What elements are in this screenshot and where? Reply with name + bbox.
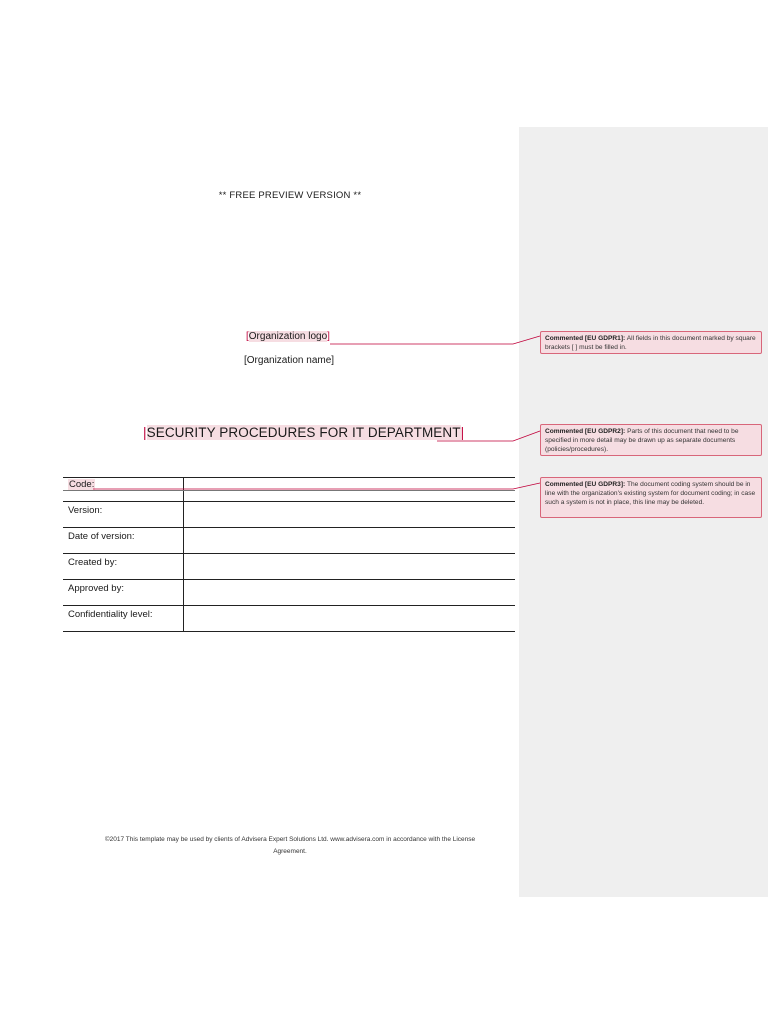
comment-balloon-3[interactable] xyxy=(540,477,762,518)
comment-author: Commented [EU GDPR1]: xyxy=(545,335,626,342)
bracket-close: ] xyxy=(327,331,330,342)
footer-line-2: Agreement. xyxy=(273,848,307,855)
row-label: Created by: xyxy=(63,554,183,580)
code-label-cell xyxy=(63,478,183,491)
bracket-open: [ xyxy=(246,331,249,342)
preview-notice: ** FREE PREVIEW VERSION ** xyxy=(218,190,362,201)
row-value[interactable] xyxy=(183,580,515,606)
code-value-cell[interactable] xyxy=(183,478,515,491)
code-extra-value-cell[interactable] xyxy=(183,491,515,502)
table-row xyxy=(63,502,515,528)
comment-author: Commented [EU GDPR3]: xyxy=(545,481,626,488)
table-row-code-extra xyxy=(63,491,515,502)
organization-logo-placeholder[interactable] xyxy=(246,331,330,342)
row-label: Approved by: xyxy=(63,580,183,606)
comment-text: Parts of this document that need to be specified in more detail may be drawn up as separate documents (policies/procedures). xyxy=(545,428,739,453)
row-value[interactable] xyxy=(183,528,515,554)
row-label: Date of version: xyxy=(63,528,183,554)
comment-balloon-2[interactable] xyxy=(540,424,762,456)
row-value[interactable] xyxy=(183,502,515,528)
comment-text: The document coding system should be in line with the organization's existing system for document coding; in case such a system is not in place, this line may be deleted. xyxy=(545,481,756,506)
table-row-code xyxy=(63,478,515,491)
row-label: Version: xyxy=(63,502,183,528)
title-bracket-open: | xyxy=(143,425,147,440)
table-row xyxy=(63,580,515,606)
organization-logo-label: Organization logo xyxy=(248,331,328,342)
license-footer xyxy=(80,834,500,858)
document-title-text: SECURITY PROCEDURES FOR IT DEPARTMENT xyxy=(146,425,461,440)
row-value[interactable] xyxy=(183,606,515,632)
code-label[interactable]: Code: xyxy=(69,479,95,490)
code-extra-label-cell xyxy=(63,491,183,502)
table-row xyxy=(63,528,515,554)
footer-line-1: ©2017 This template may be used by clients of Advisera Expert Solutions Ltd. www.advisera.com in accordance with the License xyxy=(104,836,476,843)
comment-author: Commented [EU GDPR2]: xyxy=(545,428,626,435)
document-info-table xyxy=(63,477,515,632)
row-value[interactable] xyxy=(183,554,515,580)
table-row xyxy=(63,554,515,580)
title-bracket-close: | xyxy=(460,425,465,440)
table-row xyxy=(63,606,515,632)
row-label: Confidentiality level: xyxy=(63,606,183,632)
document-title[interactable] xyxy=(143,425,464,440)
comment-text: All fields in this document marked by square brackets [ ] must be filled in. xyxy=(545,335,756,351)
organization-name-placeholder[interactable]: [Organization name] xyxy=(244,355,335,366)
comment-balloon-1[interactable] xyxy=(540,331,762,354)
